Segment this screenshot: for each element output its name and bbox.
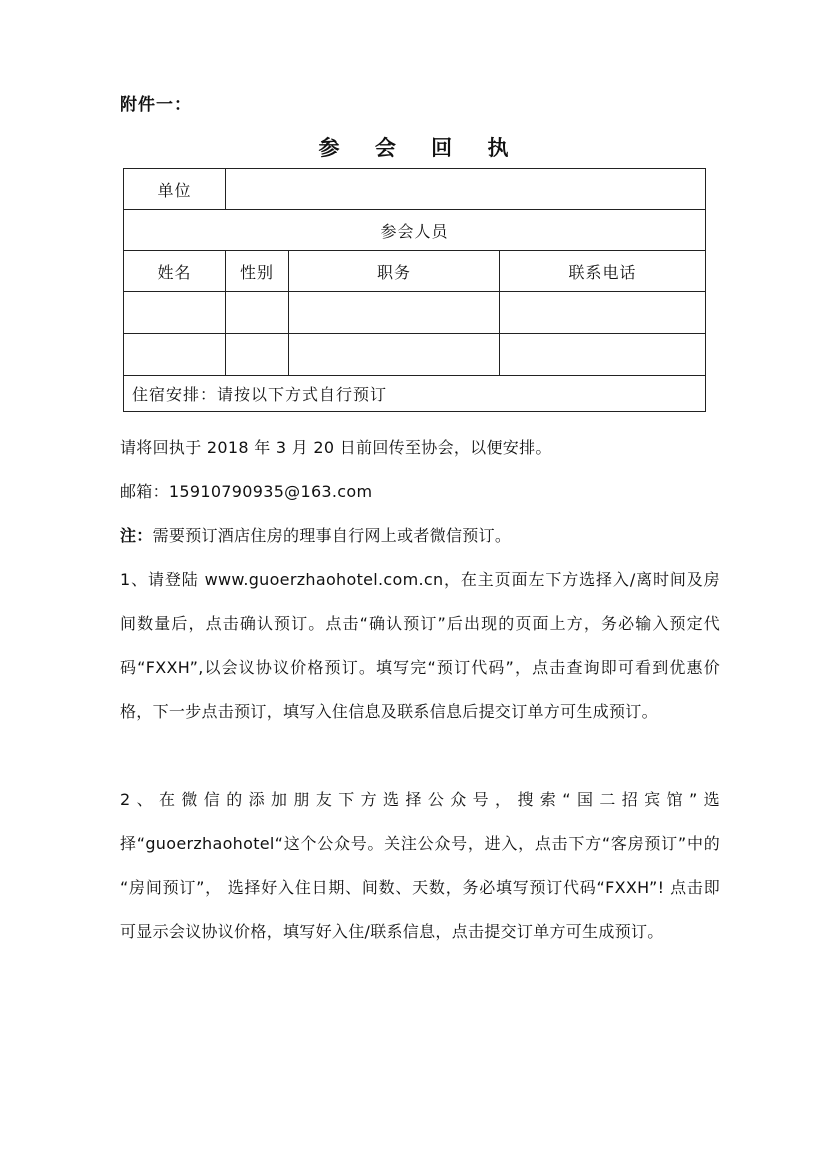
note-text: 需要预订酒店住房的理事自行网上或者微信预订。 xyxy=(152,526,512,545)
unit-label: 单位 xyxy=(124,169,226,210)
phone-cell[interactable] xyxy=(500,292,706,334)
note-label: 注： xyxy=(120,526,153,545)
table-row xyxy=(124,292,706,334)
attendees-label: 参会人员 xyxy=(124,210,706,251)
instruction-paragraph-wechat: 2、在微信的添加朋友下方选择公众号，搜索“国二招宾馆”选择“guoerzhaohotel“这个公众号。关注公众号，进入，点击下方“客房预订”中的 “房间预订”， 选择好入住日期、间数、天数，务必填写预订代码“FXXH”! 点击即可显示会议协议价格，填写好入住/联系信息，点击提交订单方可生成预订。 xyxy=(120,790,720,941)
gender-cell[interactable] xyxy=(226,292,289,334)
attachment-label: 附件一： xyxy=(120,95,192,115)
unit-value-cell[interactable] xyxy=(226,169,706,210)
lodging-text: 住宿安排：请按以下方式自行预订 xyxy=(124,376,706,412)
column-header-name: 姓名 xyxy=(124,251,226,292)
attendees-row xyxy=(124,210,706,251)
name-cell[interactable] xyxy=(124,334,226,376)
position-cell[interactable] xyxy=(289,292,500,334)
position-cell[interactable] xyxy=(289,334,500,376)
lodging-row xyxy=(124,376,706,412)
email-text: 邮箱：15910790935@163.com xyxy=(120,482,373,501)
table-header-row xyxy=(124,251,706,292)
column-header-position: 职务 xyxy=(289,251,500,292)
form-title: 参 会 回 执 xyxy=(318,136,523,160)
unit-row xyxy=(124,169,706,210)
deadline-text: 请将回执于 2018 年 3 月 20 日前回传至协会，以便安排。 xyxy=(120,438,552,457)
gender-cell[interactable] xyxy=(226,334,289,376)
table-row xyxy=(124,334,706,376)
column-header-gender: 性别 xyxy=(226,251,289,292)
name-cell[interactable] xyxy=(124,292,226,334)
reply-form-table xyxy=(123,168,706,412)
instruction-paragraph-website: 1、请登陆 www.guoerzhaohotel.com.cn，在主页面左下方选择入/离时间及房间数量后，点击确认预订。点击“确认预订”后出现的页面上方，务必输入预定代码“FXXH”,以会议协议价格预订。填写完“预订代码”，点击查询即可看到优惠价格，下一步点击预订，填写入住信息及联系信息后提交订单方可生成预订。 xyxy=(120,570,720,721)
note-line xyxy=(120,514,720,558)
column-header-phone: 联系电话 xyxy=(500,251,706,292)
phone-cell[interactable] xyxy=(500,334,706,376)
